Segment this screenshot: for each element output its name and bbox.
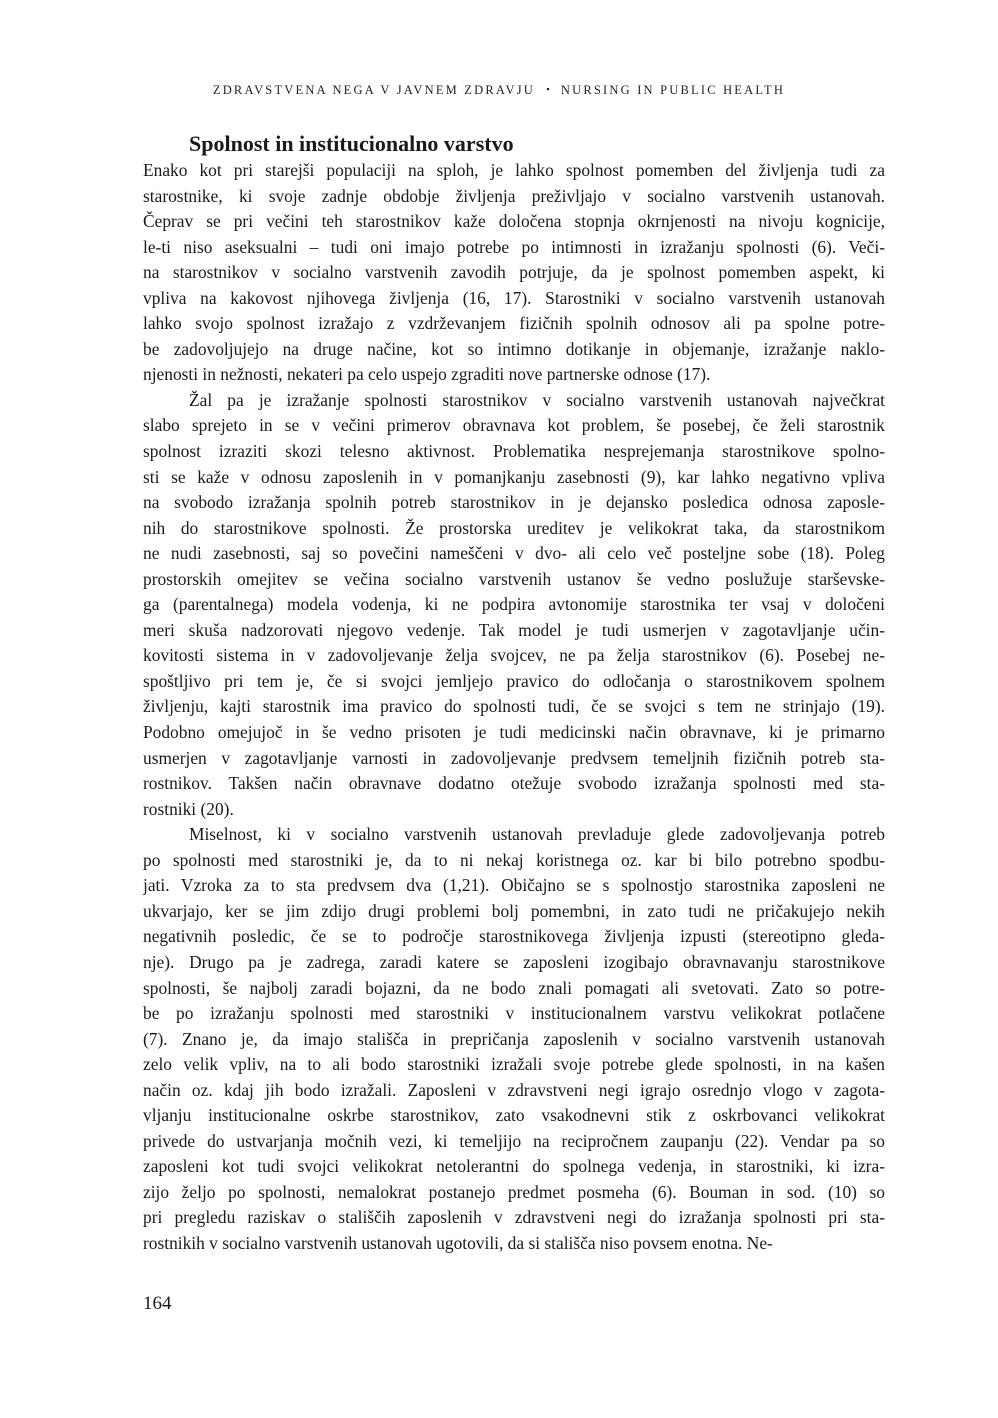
running-header-journal-slovene: ZDRAVSTVENA NEGA V JAVNEM ZDRAVJU — [212, 83, 536, 97]
text-line: Miselnost, ki v socialno varstvenih ustanovah prevladuje glede zadovoljevanja potreb — [189, 824, 885, 845]
text-line: ga (parentalnega) modela vodenja, ki ne podpira avtonomije starostnika ter vsaj v določeni — [143, 594, 885, 615]
text-line: Podobno omejujoč in še vedno prisoten je tudi medicinski način obravnave, ki je primarno — [143, 722, 885, 743]
text-line: spolnost izraziti skozi telesno aktivnost. Problematika nesprejemanja starostnikove spolno- — [143, 441, 885, 462]
text-line: način oz. kdaj jih bodo izražali. Zaposleni v zdravstveni negi igrajo osrednjo vlogo v zagota- — [143, 1079, 885, 1100]
text-line: usmerjen v zagotavljanje varnosti in zadovoljevanje predvsem temeljnih fizičnih potreb sta- — [143, 747, 885, 768]
text-line: Čeprav se pri večini teh starostnikov kaže določena stopnja okrnjenosti na nivoju kognicije, — [143, 211, 885, 232]
text-line: negativnih posledic, če se to področje starostnikovega življenja izpusti (stereotipno gleda- — [143, 926, 885, 947]
text-line: zelo velik vpliv, na to ali bodo starostniki izražali svoje potrebe glede spolnosti, in na kašen — [143, 1054, 885, 1075]
text-line: be po izražanju spolnosti med starostniki v institucionalnem varstvu velikokrat potlačene — [143, 1003, 885, 1024]
text-line: po spolnosti med starostniki je, da to ni nekaj koristnega oz. kar bi bilo potrebno spodbu- — [143, 849, 885, 870]
text-line: vpliva na kakovost njihovega življenja (16, 17). Starostniki v socialno varstvenih ustanovah — [143, 287, 885, 308]
text-line: rostnikov. Takšen način obravnave dodatno otežuje svobodo izražanja spolnosti med sta- — [143, 773, 885, 794]
page-number: 164 — [143, 1293, 172, 1314]
running-header-journal-english: NURSING IN PUBLIC HEALTH — [560, 83, 786, 97]
text-line: vljanju institucionalne oskrbe starostnikov, zato vsakodnevni stik z oskrbovanci velikokrat — [143, 1105, 885, 1126]
text-line: Žal pa je izražanje spolnosti starostnikov v socialno varstvenih ustanovah največkrat — [189, 389, 885, 410]
text-line: spoštljivo pri tem je, če si svojci jemljejo pravico do odločanja o starostnikovem spolnem — [143, 670, 885, 691]
text-line: nih do starostnikove spolnosti. Že prostorska ureditev je velikokrat taka, da starostnikom — [143, 517, 885, 538]
text-line: rostnikih v socialno varstvenih ustanovah ugotovili, da si stališča niso povsem enotna. Ne- — [143, 1232, 773, 1253]
text-line: lahko svojo spolnost izražajo z vzdrževanjem fizičnih spolnih odnosov ali pa spolne potre- — [143, 313, 885, 334]
paragraph — [143, 388, 885, 822]
text-line: zijo željo po spolnosti, nemalokrat postanejo predmet posmeha (6). Bouman in sod. (10) so — [143, 1181, 885, 1202]
running-header — [0, 83, 998, 98]
section-title: Spolnost in institucionalno varstvo — [189, 131, 514, 156]
text-line: sti se kaže v odnosu zaposlenih in v pomanjkanju zasebnosti (9), kar lahko negativno vpliva — [143, 466, 885, 487]
paragraph — [143, 158, 885, 388]
text-line: njenosti in nežnosti, nekateri pa celo uspejo zgraditi nove partnerske odnose (17). — [143, 364, 711, 385]
text-line: meri skuša nadzorovati njegovo vedenje. Tak model je tudi usmerjen v zagotavljanje učin- — [143, 619, 885, 640]
text-line: pri pregledu raziskav o stališčih zaposlenih v zdravstveni negi do izražanja spolnosti pri sta- — [143, 1207, 885, 1228]
text-line: kovitosti sistema in v zadovoljevanje želja svojcev, ne pa želja starostnikov (6). Posebej ne- — [143, 645, 885, 666]
text-line: rostniki (20). — [143, 798, 234, 819]
text-line: starostnike, ki svoje zadnje obdobje življenja preživljajo v socialno varstvenih ustanovah. — [143, 185, 885, 206]
text-line: be zadovoljujejo na druge načine, kot so intimno dotikanje in objemanje, izražanje naklo- — [143, 338, 885, 359]
text-line: privede do ustvarjanja močnih vezi, ki temeljijo na recipročnem zaupanju (22). Vendar pa so — [143, 1130, 885, 1151]
text-line: (7). Znano je, da imajo stališča in prepričanja zaposlenih v socialno varstvenih ustanovah — [143, 1028, 885, 1049]
text-line: zaposleni kot tudi svojci velikokrat netolerantni do spolnega vedenja, in starostniki, ki izra- — [143, 1156, 885, 1177]
text-line: življenju, kajti starostnik ima pravico do spolnosti tudi, če se svojci s tem ne strinjajo (19). — [143, 696, 885, 717]
text-line: Enako kot pri starejši populaciji na sploh, je lahko spolnost pomemben del življenja tudi za — [143, 160, 885, 180]
text-line: na svobodo izražanja spolnih potreb starostnikov in je dejansko posledica odnosa zaposle- — [143, 492, 885, 513]
paragraph — [143, 822, 885, 1256]
text-line: jati. Vzroka za to sta predvsem dva (1,21). Običajno se s spolnostjo starostnika zaposleni ne — [143, 875, 885, 896]
body-text — [143, 158, 885, 1257]
text-line: ne nudi zasebnosti, saj so povečini nameščeni v dvo- ali celo več posteljne sobe (18). Poleg — [143, 543, 885, 564]
text-line: na starostnikov v socialno varstvenih zavodih potrjuje, da je spolnost pomemben aspekt, ki — [143, 262, 885, 283]
text-line: ukvarjajo, ker se jim zdijo drugi problemi bolj pomembni, in zato tudi ne pričakujejo nekih — [143, 900, 885, 921]
text-line: nje). Drugo pa je zadrega, zaradi katere se zaposleni izogibajo obravnavanju starostnikove — [143, 951, 885, 972]
running-header-separator: ▪ — [546, 84, 550, 94]
text-line: slabo sprejeto in se v večini primerov obravnava kot problem, še posebej, če želi starostnik — [143, 415, 885, 436]
text-line: prostorskih omejitev se večina socialno varstvenih ustanov še vedno poslužuje starševske- — [143, 568, 885, 589]
text-line: spolnosti, še najbolj zaradi bojazni, da ne bodo znali pomagati ali svetovati. Zato so potre- — [143, 977, 885, 998]
text-line: le-ti niso aseksualni – tudi oni imajo potrebe po intimnosti in izražanju spolnosti (6). Veči- — [143, 236, 885, 257]
